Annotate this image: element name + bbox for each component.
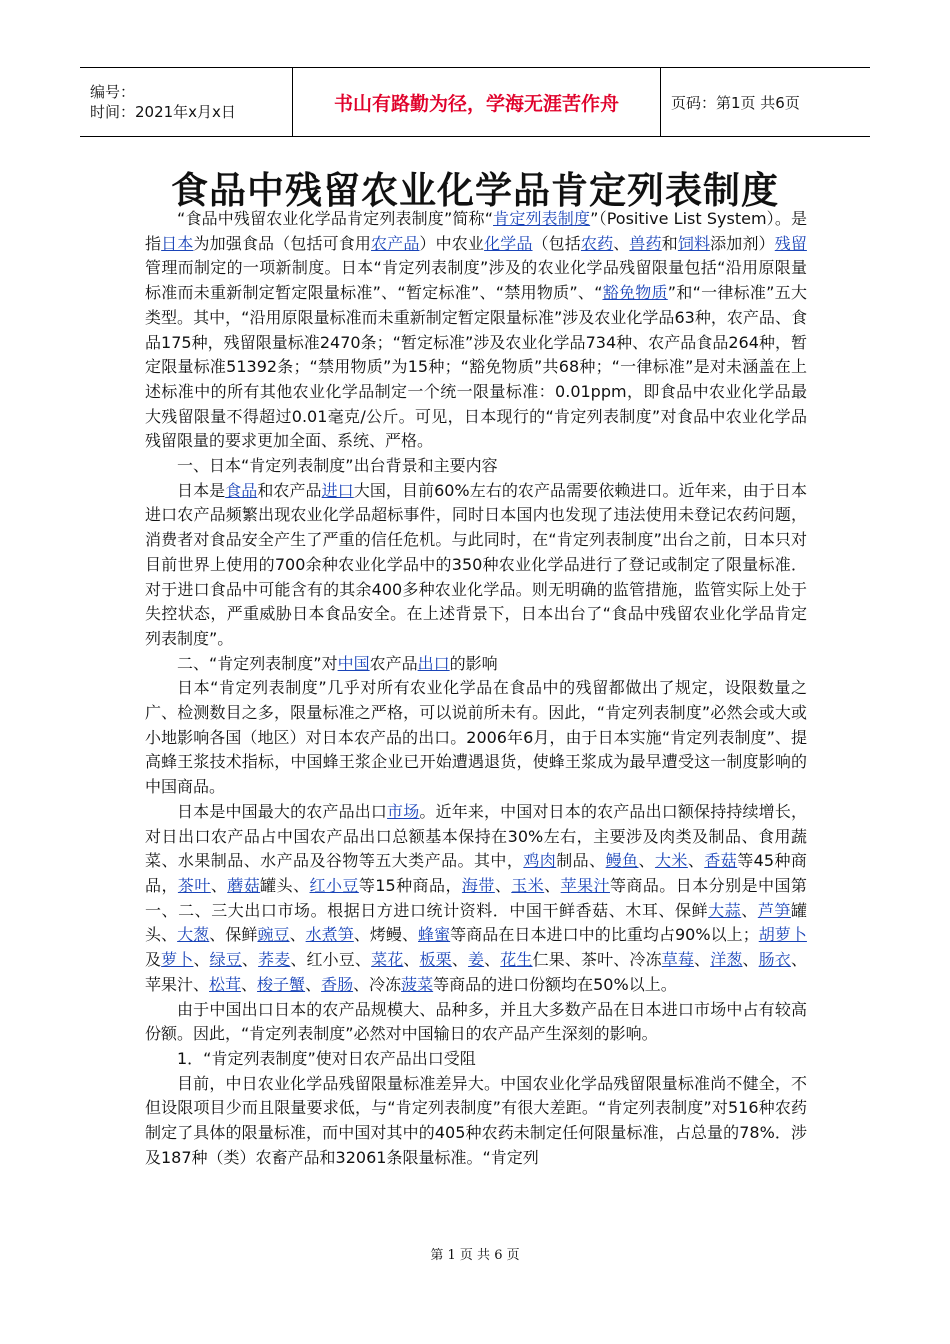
paragraph-text: 日本是 xyxy=(177,480,226,500)
inline-link[interactable]: 绿豆 xyxy=(209,950,242,970)
paragraph-text: 、 xyxy=(403,950,420,970)
inline-link[interactable]: 梭子蟹 xyxy=(257,974,306,994)
inline-link[interactable]: 板栗 xyxy=(419,950,452,970)
inline-link[interactable]: 日本 xyxy=(161,233,194,253)
paragraph-text: ）中农业 xyxy=(419,233,485,253)
document-title: 食品中残留农业化学品肯定列表制度 xyxy=(171,169,779,212)
paragraph-text: 二、“肯定列表制度”对 xyxy=(177,653,338,673)
inline-link[interactable]: 蘑菇 xyxy=(227,875,261,895)
header-motto: 书山有路勤为径，学海无涯苦作舟 xyxy=(333,92,619,115)
paragraph-text: 、 xyxy=(241,974,258,994)
document-number-label: 编号： xyxy=(90,83,136,101)
inline-link[interactable]: 进口 xyxy=(321,480,354,500)
paragraph-text: 等商品在日本进口中的比重均占90%以上； xyxy=(450,925,759,945)
inline-link[interactable]: 大蒜 xyxy=(708,900,742,920)
paragraph-text: 、 xyxy=(210,875,228,895)
paragraph-text: 等15种商品， xyxy=(358,875,462,895)
paragraph-text: 、 xyxy=(484,950,501,970)
document-date-label: 时间：2021年x月x日 xyxy=(90,103,236,121)
paragraph-text: 等商品。日本分别是中国第一、二、三大出口市场。根据日方进口统计资料．中国干鲜香菇、木耳、保鲜 xyxy=(145,875,807,920)
paragraph-text: 等商品的进口份额均在50%以上。 xyxy=(433,974,677,994)
body-paragraph xyxy=(145,454,807,479)
inline-link[interactable]: 香菇 xyxy=(704,851,738,871)
paragraph-text: 由于中国出口日本的农产品规模大、品种多，并且大多数产品在日本进口市场中占有较高份额。因此，“肯定列表制度”必然对中国输日的农产品产生深刻的影响。 xyxy=(145,999,807,1044)
paragraph-text: 。近年来，中国对日本的农产品出口额保持持续增长，对日出口农产品占中国农产品出口总额基本保持在30%左右，主要涉及肉类及制品、食用蔬菜、水果制品、水产品及谷物等五大类产品。其中， xyxy=(145,801,807,871)
inline-link[interactable]: 豁免物质 xyxy=(602,283,668,303)
paragraph-text: 、保鲜 xyxy=(209,925,258,945)
paragraph-text: 制品、 xyxy=(556,851,606,871)
paragraph-text: “食品中残留农业化学品肯定列表制度”简称“ xyxy=(177,209,494,228)
paragraph-text: 目前，中日农业化学品残留限量标准差异大。中国农业化学品残留限量标准尚不健全，不但设限项目少而且限量要求低，与“肯定列表制度”有很大差距。“肯定列表制度”对516种农药制定了具体的限量标准，而中国对其中的405种农药未制定任何限量标准，占总量的78%．涉及187种（类）农畜产品和32061条限量标准。“肯定列 xyxy=(145,1073,807,1167)
paragraph-text: 、烤鳗、 xyxy=(353,925,419,945)
header-meta xyxy=(80,68,293,136)
inline-link[interactable]: 苹果汁 xyxy=(560,875,610,895)
inline-link[interactable]: 水煮笋 xyxy=(305,925,354,945)
paragraph-text: 、 xyxy=(638,851,655,871)
paragraph-text: 仁果、茶叶、冷冻 xyxy=(532,950,662,970)
inline-link[interactable]: 姜 xyxy=(467,950,485,970)
inline-link[interactable]: 萝卜 xyxy=(161,950,194,970)
inline-link[interactable]: 农药 xyxy=(580,233,614,253)
inline-link[interactable]: 鸡肉 xyxy=(523,851,557,871)
paragraph-text: （包括 xyxy=(532,233,581,253)
inline-link[interactable]: 红小豆 xyxy=(309,875,359,895)
paragraph-text: 、 xyxy=(694,950,711,970)
paragraph-text: 、 xyxy=(193,950,210,970)
inline-link[interactable]: 蜂蜜 xyxy=(418,925,451,945)
paragraph-text: 、 xyxy=(241,950,259,970)
body-paragraph xyxy=(145,998,807,1047)
paragraph-text: 和农产品 xyxy=(257,480,322,500)
paragraph-text: 农产品 xyxy=(369,653,418,673)
inline-link[interactable]: 玉米 xyxy=(511,875,545,895)
inline-link[interactable]: 海带 xyxy=(461,875,495,895)
inline-link[interactable]: 肠衣 xyxy=(758,950,791,970)
inline-link[interactable]: 兽药 xyxy=(629,233,662,253)
page-footer: 第 1 页 共 6 页 xyxy=(430,1248,520,1263)
inline-link[interactable]: 胡萝卜 xyxy=(758,925,807,945)
inline-link[interactable]: 荞麦 xyxy=(258,950,291,970)
paragraph-text: 罐头、 xyxy=(260,875,310,895)
paragraph-text: 、 xyxy=(687,851,705,871)
paragraph-text: 、 xyxy=(544,875,561,895)
body-paragraph xyxy=(145,676,807,800)
body-paragraph xyxy=(145,1072,807,1171)
paragraph-text: 、苹果汁、 xyxy=(145,950,807,994)
inline-link[interactable]: 草莓 xyxy=(661,950,695,970)
paragraph-text: 等45种商品， xyxy=(145,851,807,895)
document-body xyxy=(145,207,807,1170)
inline-link[interactable]: 农产品 xyxy=(371,233,420,253)
inline-link[interactable]: 市场 xyxy=(387,801,420,821)
body-paragraph xyxy=(145,800,807,998)
inline-link[interactable]: 鳗鱼 xyxy=(605,851,639,871)
paragraph-text: 、 xyxy=(305,974,322,994)
body-paragraph xyxy=(145,479,807,652)
body-paragraph xyxy=(145,652,807,677)
inline-link[interactable]: 茶叶 xyxy=(177,875,211,895)
paragraph-text: 为加强食品（包括可食用 xyxy=(193,233,372,253)
inline-link[interactable]: 食品 xyxy=(225,480,258,500)
paragraph-text: 日本是中国最大的农产品出口 xyxy=(177,801,388,821)
paragraph-text: 、 xyxy=(494,875,512,895)
paragraph-text: 一、日本“肯定列表制度”出台背景和主要内容 xyxy=(177,456,498,476)
header-motto-cell xyxy=(293,68,661,136)
body-paragraph xyxy=(145,1047,807,1072)
body-paragraph xyxy=(145,207,807,454)
page-header xyxy=(80,67,870,137)
paragraph-text: ”（Positive List System）。是指 xyxy=(145,209,807,253)
inline-link[interactable]: 化学品 xyxy=(484,233,533,253)
paragraph-text: 、冷冻 xyxy=(353,974,402,994)
inline-link[interactable]: 肯定列表制度 xyxy=(493,209,591,228)
inline-link[interactable]: 芦笋 xyxy=(757,900,791,920)
paragraph-text: 及 xyxy=(145,950,162,970)
paragraph-text: 、 xyxy=(289,925,306,945)
paragraph-text: ”和“一律标准”五大类型。其中，“沿用原限量标准而未重新制定暂定限量标准”涉及农业化学品63种，农产品、食品175种，残留限量标准2470条；“暂定标准”涉及农业化学品734种、农产品食品264种，暂定限量标准51392条；“禁用物质”为15种；“豁免物质”共68种；“一律标准”是对未涵盖在上述标准中的所有其他农业化学品制定一个统一限量标准：0.01ppm，即食品中农业化学品最大残留限量不得超过0.01毫克/公斤。可见，日本现行的“肯定列表制度”对食品中农业化学品残留限量的要求更加全面、系统、严格。 xyxy=(145,283,807,451)
paragraph-text: 、 xyxy=(742,950,759,970)
inline-link[interactable]: 花生 xyxy=(500,950,533,970)
paragraph-text: 、 xyxy=(613,233,630,253)
paragraph-text: 、红小豆、 xyxy=(290,950,372,970)
inline-link[interactable]: 豌豆 xyxy=(257,925,290,945)
paragraph-text: 日本“肯定列表制度”几乎对所有农业化学品在食品中的残留都做出了规定，设限数量之广、检测数目之多，限量标准之严格，可以说前所未有。因此，“肯定列表制度”必然会或大或小地影响各国（地区）对日本农产品的出口。2006年6月，由于日本实施“肯定列表制度”、提高蜂王浆技术指标，中国蜂王浆企业已开始遭遇退货，使蜂王浆成为最早遭受这一制度影响的中国商品。 xyxy=(145,678,807,797)
header-page-label: 页码：第1页 共6页 xyxy=(671,93,800,112)
paragraph-text: 和 xyxy=(661,233,678,253)
inline-link[interactable]: 饲料 xyxy=(677,233,711,253)
paragraph-text: 管理而制定的一项新制度。日本“肯定列表制度”涉及的农业化学品残留限量包括“沿用原限量标准而未重新制定暂定限量标准”、“暂定标准”、“禁用物质”、“ xyxy=(145,258,807,303)
inline-link[interactable]: 菜花 xyxy=(371,950,404,970)
inline-link[interactable]: 菠菜 xyxy=(401,974,434,994)
inline-link[interactable]: 松茸 xyxy=(209,974,242,994)
paragraph-text: 罐头、 xyxy=(145,900,807,945)
paragraph-text: 添加剂） xyxy=(710,233,775,253)
inline-link[interactable]: 香肠 xyxy=(321,974,354,994)
inline-link[interactable]: 大葱 xyxy=(177,925,210,945)
inline-link[interactable]: 洋葱 xyxy=(710,950,743,970)
paragraph-text: 、 xyxy=(451,950,468,970)
paragraph-text: 大国，目前60%左右的农产品需要依赖进口。近年来，由于日本进口农产品频繁出现农业化学品超标事件，同时日本国内也发现了违法使用未登记农药问题，消费者对食品安全产生了严重的信任危机。与此同时，在“肯定列表制度”出台之前，日本只对目前世界上使用的700余种农业化学品中的350种农业化学品进行了登记或制定了限量标准．对于进口食品中可能含有的其余400多种农业化学品。则无明确的监管措施，监管实际上处于失控状态，严重威胁日本食品安全。在上述背景下，日本出台了“食品中残留农业化学品肯定列表制度”。 xyxy=(145,480,807,648)
inline-link[interactable]: 残留 xyxy=(774,233,807,253)
paragraph-text: 、 xyxy=(741,900,758,920)
paragraph-text: 的影响 xyxy=(449,653,498,673)
inline-link[interactable]: 中国 xyxy=(337,653,370,673)
inline-link[interactable]: 出口 xyxy=(417,653,450,673)
header-page-cell xyxy=(661,68,870,136)
inline-link[interactable]: 大米 xyxy=(654,851,688,871)
paragraph-text: 1．“肯定列表制度”使对日农产品出口受阻 xyxy=(177,1048,476,1068)
